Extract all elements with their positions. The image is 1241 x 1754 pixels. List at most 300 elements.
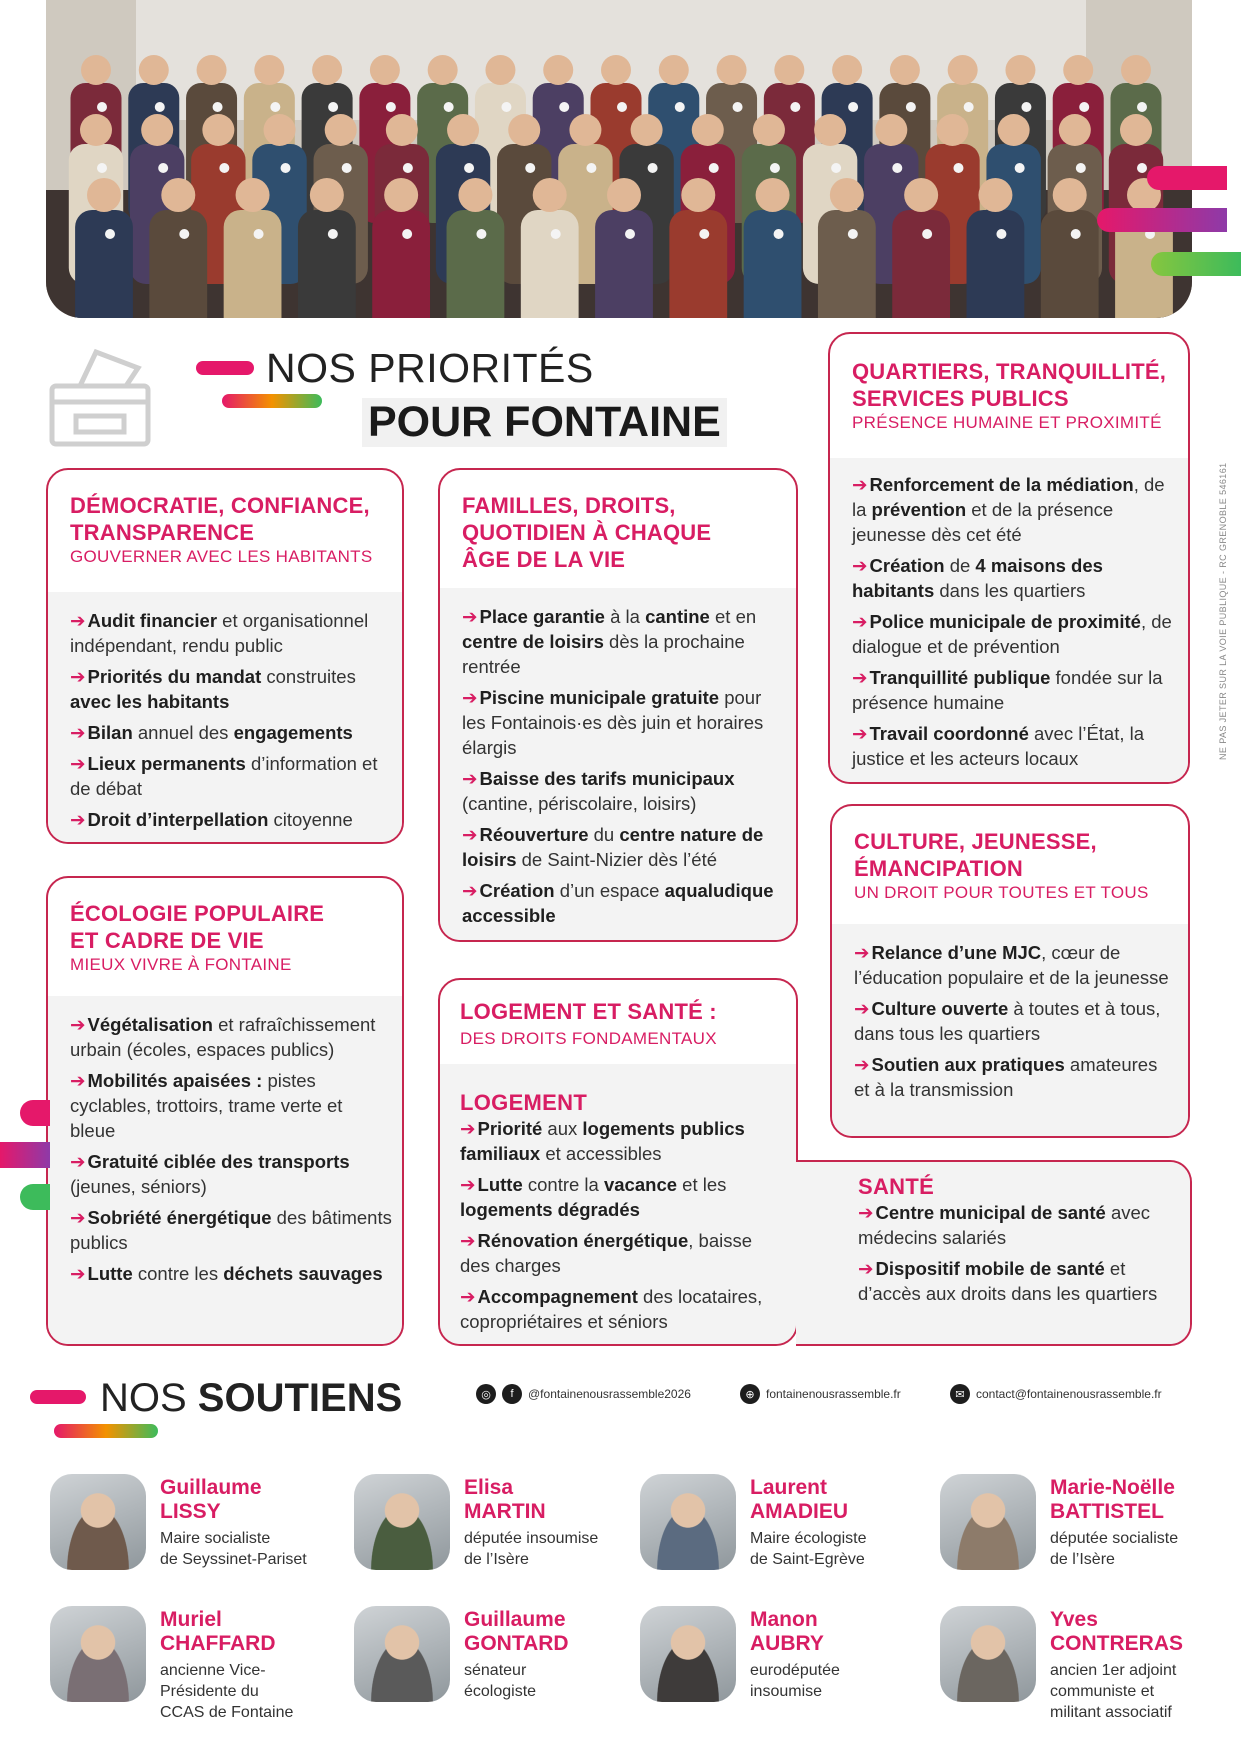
card-list [852,472,1178,777]
person-head [948,55,978,85]
item-emphasis: cantine [645,606,710,627]
person-head [458,178,492,212]
supporter-role-1: députée insoumise [464,1530,599,1547]
item-emphasis: avec les habitants [70,691,230,712]
item-text: dans les quartiers [934,580,1086,601]
item-emphasis: Droit d’interpellation [87,809,269,830]
person-head [692,114,724,146]
person-head [601,55,631,85]
supporter-photo [940,1474,1036,1570]
badge-icon [342,163,352,173]
heading-line1: NOS PRIORITÉS [266,345,594,391]
person-head [904,178,938,212]
supporter-last: CHAFFARD [160,1632,276,1655]
arrow-icon: ➔ [852,555,868,576]
badge-icon [476,229,486,239]
soutiens-dash-bottom [54,1424,158,1438]
item-emphasis: Sobriété énergétique [87,1207,272,1228]
item-text: et rafraîchissement urbain (écoles, espaces publics) [70,1014,376,1060]
person-head [264,114,296,146]
card-title: ÉMANCIPATION [854,856,1024,881]
item-text: (cantine, périscolaire, loisirs) [462,793,697,814]
list-item [70,1068,392,1143]
person-head [832,55,862,85]
arrow-icon: ➔ [462,768,478,789]
list-item [854,940,1176,990]
mail-icon: ✉ [950,1384,970,1404]
badge-icon [464,163,474,173]
arrow-icon: ➔ [70,1207,86,1228]
supporter-role-1: Maire socialiste [160,1530,271,1547]
list-item [854,996,1176,1046]
item-emphasis: 4 maisons des habitants [852,555,1103,601]
badge-icon [551,229,561,239]
supporter-role-1: eurodéputée [750,1662,840,1679]
person-body [149,210,207,318]
badge-icon [1079,102,1089,112]
badge-icon [559,102,569,112]
arrow-icon: ➔ [852,611,868,632]
badge-icon [386,102,396,112]
badge-icon [964,102,974,112]
list-item [858,1200,1168,1250]
item-text: pistes cyclables, trottoirs, trame verte et bleue [70,1070,343,1141]
item-text: à la [604,606,646,627]
item-emphasis: Culture ouverte [871,998,1009,1019]
item-text: des bâtiments publics [70,1207,392,1253]
item-text: avec l’État, la justice et les acteurs locaux [852,723,1145,769]
person-head [139,55,169,85]
supporter-photo [640,1606,736,1702]
arrow-icon: ➔ [852,723,868,744]
person-head [1005,55,1035,85]
list-item [70,807,390,832]
list-item [460,1284,786,1334]
person-head [753,114,785,146]
badge-icon [996,229,1006,239]
item-text: contre la [522,1174,604,1195]
item-emphasis: Priorité [477,1118,543,1139]
badge-icon [848,102,858,112]
list-item [462,766,784,816]
item-emphasis: logements publics familiaux [460,1118,745,1164]
heading-line2: POUR FONTAINE [362,398,727,447]
person-head [197,55,227,85]
badge-icon [328,102,338,112]
email-link[interactable] [950,1384,1162,1404]
badge-icon [709,163,719,173]
card-list [462,604,784,934]
badge-icon [155,102,165,112]
stripe-purple [1097,208,1227,232]
badge-icon [328,229,338,239]
list-item [854,1052,1176,1102]
section-logement: LOGEMENT [460,1090,588,1115]
badge-icon [1071,229,1081,239]
badge-icon [213,102,223,112]
person-head [384,178,418,212]
list-item [462,878,784,928]
item-text: d’un espace [554,880,665,901]
instagram-icon[interactable]: ◎ [476,1384,496,1404]
badge-icon [402,229,412,239]
item-emphasis: Réouverture [479,824,589,845]
supporter-last: LISSY [160,1500,221,1523]
person-head [80,114,112,146]
badge-icon [444,102,454,112]
person-head [998,114,1030,146]
person-head [774,55,804,85]
person-head [533,178,567,212]
card-title: ÂGE DE LA VIE [462,547,626,572]
item-text: des locataires, copropriétaires et séniors [460,1286,763,1332]
arrow-icon: ➔ [462,606,478,627]
item-emphasis: engagements [233,722,353,743]
badge-icon [892,163,902,173]
supporter-role-2: écologiste [464,1683,537,1700]
person-head [1059,114,1091,146]
badge-icon [254,229,264,239]
item-emphasis: logements dégradés [460,1199,640,1220]
person-body [744,210,802,318]
person-body [447,210,505,318]
item-emphasis: Lieux permanents [87,753,246,774]
badge-icon [733,102,743,112]
card-democratie [46,468,404,844]
side-stripe-pink [20,1100,50,1126]
supporter-last: MARTIN [464,1500,546,1523]
badge-icon [403,163,413,173]
list-item [462,822,784,872]
list-item [70,1012,392,1062]
badge-icon [906,102,916,112]
item-emphasis: vacance [603,1174,678,1195]
person-head [543,55,573,85]
person-head [87,178,121,212]
item-emphasis: Baisse des tarifs municipaux [479,768,735,789]
vertical-legal-note: NE PAS JETER SUR LA VOIE PUBLIQUE - RC GRENOBLE 546161 [1218,462,1228,760]
website-link[interactable] [740,1384,901,1404]
person-head [875,114,907,146]
badge-icon [1137,163,1147,173]
arrow-icon: ➔ [852,667,868,688]
person-body [1041,210,1099,318]
item-emphasis: déchets sauvages [223,1263,383,1284]
item-emphasis: Piscine municipale gratuite [479,687,720,708]
badge-icon [953,163,963,173]
person-head [202,114,234,146]
person-head [161,178,195,212]
badge-icon [648,163,658,173]
person-head [141,114,173,146]
item-text: (jeunes, séniors) [70,1176,207,1197]
card-title: SERVICES PUBLICS [852,386,1069,411]
card-culture [830,804,1190,1138]
person-head [681,178,715,212]
item-emphasis: Lutte [87,1263,133,1284]
badge-icon [219,163,229,173]
item-text: contre les [132,1263,224,1284]
badge-icon [105,229,115,239]
card-title: CULTURE, JEUNESSE, [854,829,1097,854]
soutiens-title-bold: SOUTIENS [197,1376,403,1420]
list-item [852,665,1178,715]
card-title: FAMILLES, DROITS, [462,493,676,518]
list-item [852,553,1178,603]
social-handle-text: @fontainenousrassemble2026 [528,1387,691,1401]
list-item [70,1205,392,1255]
card-list [70,1012,392,1292]
person-body [372,210,430,318]
item-text: de [944,555,976,576]
soutiens-dash-top [30,1390,86,1404]
stripe-pink [1147,166,1227,190]
supporter-role-1: ancien 1er adjoint [1050,1662,1177,1679]
group-photo [46,0,1192,318]
card-ecologie [46,876,404,1346]
item-text: et organisationnel indépendant, rendu public [70,610,369,656]
card-title: DÉMOCRATIE, CONFIANCE, [70,493,370,518]
heading-dash-top [196,361,254,375]
card-subtitle: DES DROITS FONDAMENTAUX [460,1029,717,1048]
badge-icon [831,163,841,173]
person-head [310,178,344,212]
item-emphasis: centre de loisirs [462,631,604,652]
arrow-icon: ➔ [462,880,478,901]
person-head [485,55,515,85]
person-head [569,114,601,146]
item-emphasis: Place garantie [479,606,605,627]
supporter-role-2: insoumise [750,1683,823,1700]
item-emphasis: Mobilités apaisées : [87,1070,263,1091]
item-text: d’information et de débat [70,753,378,799]
person-head [830,178,864,212]
supporter-first: Manon [750,1608,818,1631]
arrow-icon: ➔ [854,1054,870,1075]
supporter-photo [354,1606,450,1702]
person-head [1121,55,1151,85]
item-text: et de la présence jeunesse dès cet été [852,499,1114,545]
person-head [312,55,342,85]
item-text: à toutes et à tous, dans tous les quartiers [854,998,1161,1044]
arrow-icon: ➔ [70,1070,86,1091]
list-item [460,1228,786,1278]
item-text: annuel des [132,722,234,743]
card-list [854,940,1176,1108]
supporter-first: Yves [1050,1608,1098,1631]
person-head [631,114,663,146]
badge-icon [158,163,168,173]
heading-dash-bottom [222,394,322,408]
supporter-last: GONTARD [464,1632,569,1655]
arrow-icon: ➔ [460,1174,476,1195]
person-head [254,55,284,85]
person-head [1053,178,1087,212]
supporter-first: Elisa [464,1476,514,1499]
supporter-photo [50,1606,146,1702]
item-text: construites [261,666,356,687]
item-emphasis: Lutte [477,1174,523,1195]
supporter-last: CONTRERAS [1050,1632,1184,1655]
badge-icon [625,229,635,239]
arrow-icon: ➔ [70,666,86,687]
person-head [508,114,540,146]
item-text: et accessibles [540,1143,662,1164]
supporter-photo [50,1474,146,1570]
item-emphasis: Renforcement de la médiation [869,474,1134,495]
supporter-first: Marie-Noëlle [1050,1476,1175,1499]
supporter-role-3: militant associatif [1050,1704,1172,1721]
supporter-role-2: Présidente du [160,1683,259,1700]
item-text: et les [677,1174,727,1195]
list-item [460,1116,786,1166]
badge-icon [675,102,685,112]
item-text: , baisse des charges [460,1230,753,1276]
arrow-icon: ➔ [70,1014,86,1035]
item-emphasis: Relance d’une MJC [871,942,1042,963]
person-body [224,210,282,318]
person-head [607,178,641,212]
card-quartiers [828,332,1190,784]
item-text: citoyenne [268,809,353,830]
email-text: contact@fontainenousrassemble.fr [976,1387,1162,1401]
item-emphasis: Création [869,555,945,576]
person-head [890,55,920,85]
arrow-icon: ➔ [462,687,478,708]
person-head [325,114,357,146]
side-stripe-green [20,1184,50,1210]
card-title: QUARTIERS, TRANQUILLITÉ, [852,359,1167,384]
badge-icon [586,163,596,173]
item-emphasis: Tranquillité publique [869,667,1051,688]
person-head [659,55,689,85]
arrow-icon: ➔ [854,942,870,963]
card-logement [438,978,798,1346]
list-item [462,685,784,760]
person-body [818,210,876,318]
person-head [717,55,747,85]
soutiens-title [100,1376,402,1421]
card-list [460,1116,786,1340]
item-text: fondée sur la présence humaine [852,667,1163,713]
badge-icon [97,163,107,173]
supporter-role-1: députée socialiste [1050,1530,1179,1547]
item-text: et d’accès aux droits dans les quartiers [858,1258,1158,1304]
supporter-role-1: sénateur [464,1662,527,1679]
item-text: pour les Fontainois·es dès juin et horaires élargis [462,687,764,758]
supporter-photo [354,1474,450,1570]
item-emphasis: Végétalisation [87,1014,213,1035]
badge-icon [179,229,189,239]
list-item [70,751,390,801]
badge-icon [922,229,932,239]
supporter-role-2: de Saint-Egrève [750,1551,865,1568]
item-text: du [588,824,620,845]
person-head [756,178,790,212]
person-head [386,114,418,146]
card-list [70,608,390,838]
item-text: amateures et à la transmission [854,1054,1158,1100]
badge-icon [770,163,780,173]
person-body [967,210,1025,318]
item-text: , de dialogue et de prévention [852,611,1172,657]
arrow-icon: ➔ [70,610,86,631]
card-title: QUOTIDIEN À CHAQUE [462,520,712,545]
arrow-icon: ➔ [70,1263,86,1284]
person-head [236,178,270,212]
supporter-photo [640,1474,736,1570]
arrow-icon: ➔ [460,1286,476,1307]
list-item [460,1172,786,1222]
badge-icon [790,102,800,112]
supporter-role-1: ancienne Vice- [160,1662,266,1679]
item-emphasis: Audit financier [87,610,218,631]
supporter-first: Muriel [160,1608,222,1631]
person-body [669,210,727,318]
person-head [428,55,458,85]
item-text: de Saint-Nizier dès l’été [516,849,718,870]
person-body [75,210,133,318]
facebook-icon[interactable]: f [502,1384,522,1404]
arrow-icon: ➔ [858,1258,874,1279]
card-title: ÉCOLOGIE POPULAIRE [70,901,325,926]
item-emphasis: Priorités du mandat [87,666,262,687]
item-emphasis: prévention [871,499,967,520]
list-item [70,1149,392,1199]
item-emphasis: Travail coordonné [869,723,1029,744]
item-emphasis: Création [479,880,555,901]
badge-icon [1076,163,1086,173]
badge-icon [525,163,535,173]
ballot-box-icon [46,338,158,455]
list-item [852,721,1178,771]
badge-icon [699,229,709,239]
globe-icon: ⊕ [740,1384,760,1404]
person-body [892,210,950,318]
item-text: et en [709,606,757,627]
supporter-last: AMADIEU [750,1500,848,1523]
item-emphasis: Accompagnement [477,1286,638,1307]
item-emphasis: Soutien aux pratiques [871,1054,1065,1075]
badge-icon [848,229,858,239]
list-item [858,1256,1168,1306]
person-head [447,114,479,146]
list-item [70,1261,392,1286]
item-emphasis: Bilan [87,722,133,743]
soutiens-title-plain: NOS [100,1376,198,1420]
arrow-icon: ➔ [852,474,868,495]
badge-icon [774,229,784,239]
supporter-role-2: de Seyssinet-Pariset [160,1551,307,1568]
arrow-icon: ➔ [858,1202,874,1223]
supporter-role-1: Maire écologiste [750,1530,867,1547]
card-list [858,1200,1168,1312]
item-emphasis: Gratuité ciblée des transports [87,1151,350,1172]
supporter-photo [940,1606,1036,1702]
badge-icon [281,163,291,173]
social-handle[interactable] [476,1384,691,1404]
supporter-first: Guillaume [464,1608,566,1631]
supporter-role-2: de l’Isère [464,1551,529,1568]
item-emphasis: Centre municipal de santé [875,1202,1106,1223]
card-title: TRANSPARENCE [70,520,255,545]
person-body [595,210,653,318]
person-head [814,114,846,146]
list-item [462,604,784,679]
badge-icon [1015,163,1025,173]
arrow-icon: ➔ [70,1151,86,1172]
person-body [298,210,356,318]
